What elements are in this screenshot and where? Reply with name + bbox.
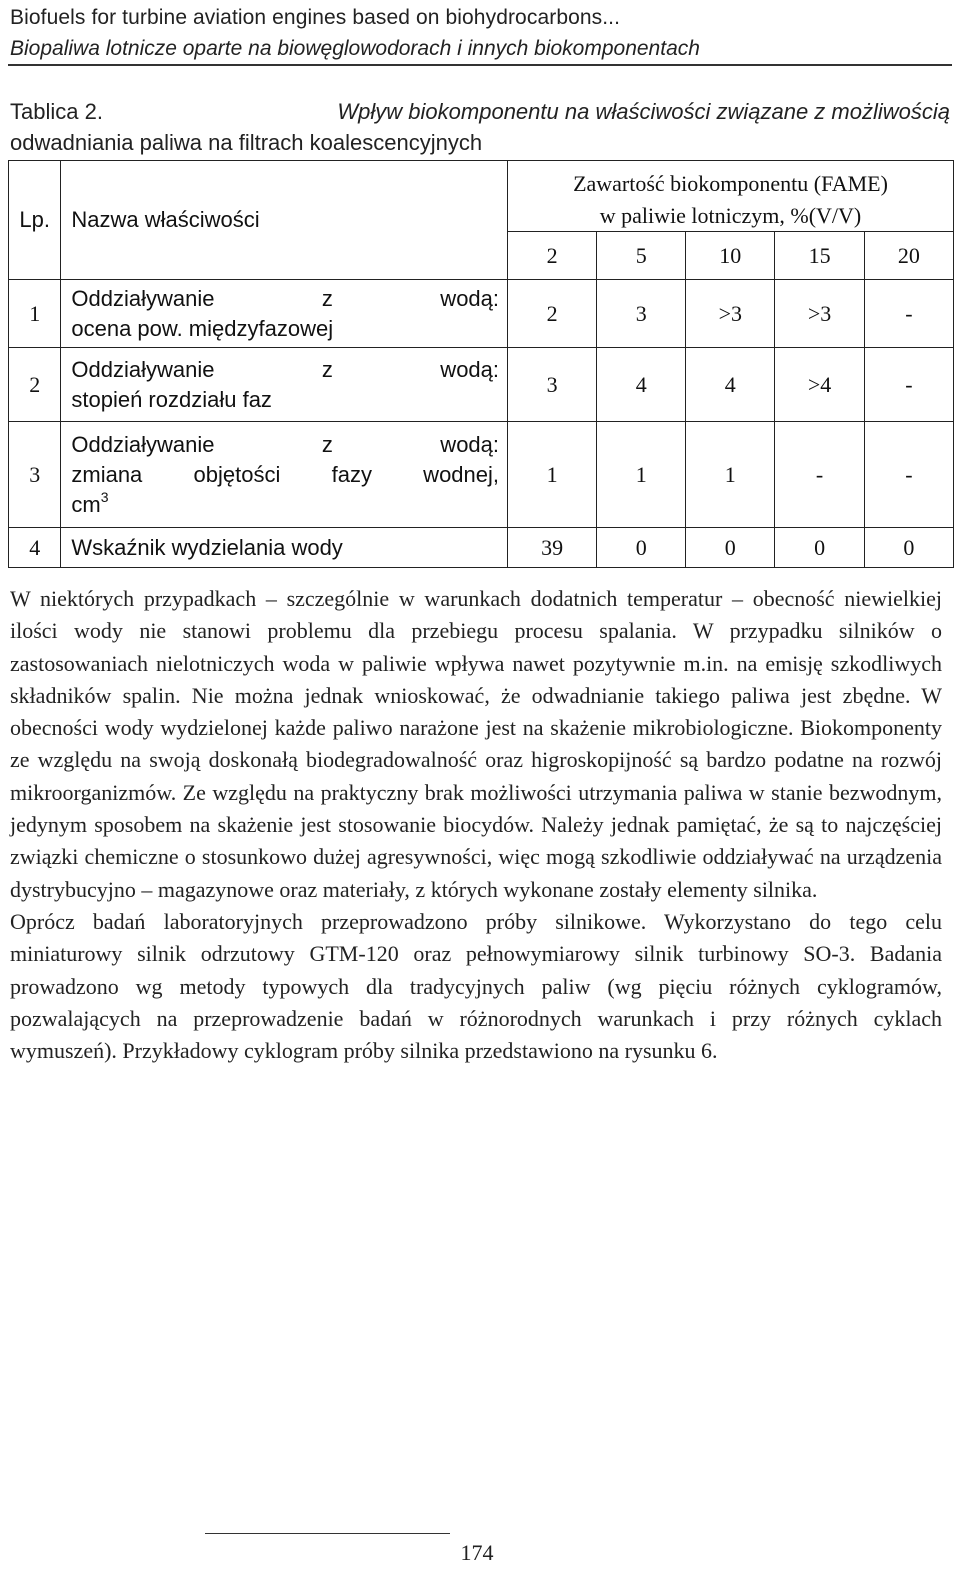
value-cell: 0 bbox=[686, 528, 775, 568]
table-caption bbox=[10, 96, 950, 158]
table-header-row bbox=[9, 161, 954, 202]
properties-table bbox=[8, 160, 954, 568]
value-cell: 3 bbox=[508, 348, 597, 422]
value-cell: 0 bbox=[775, 528, 864, 568]
value-cell: 4 bbox=[597, 348, 686, 422]
page-number: 174 bbox=[460, 1540, 494, 1565]
value-cell: 2 bbox=[508, 280, 597, 348]
unit-superscript: 3 bbox=[100, 488, 109, 505]
row-name-line2: stopień rozdziału faz bbox=[71, 386, 272, 412]
row-name-line3 bbox=[71, 488, 109, 517]
level-cell: 2 bbox=[508, 232, 597, 280]
header-group-line1: Zawartość biokomponentu (FAME) bbox=[508, 161, 954, 202]
caption-label: Tablica 2. bbox=[10, 99, 103, 124]
row-property-name bbox=[61, 280, 508, 348]
row-name-line1: Oddziaływanie z wodą: bbox=[71, 356, 500, 382]
value-cell: 1 bbox=[597, 422, 686, 528]
row-lp: 4 bbox=[9, 528, 61, 568]
row-name-line1: Oddziaływanie z wodą: bbox=[71, 431, 500, 457]
footer-divider bbox=[205, 1533, 450, 1534]
header-group-line2: w paliwie lotniczym, %(V/V) bbox=[508, 202, 954, 232]
value-cell: 3 bbox=[597, 280, 686, 348]
value-cell: >4 bbox=[775, 348, 864, 422]
value-cell: - bbox=[864, 348, 953, 422]
header-lp: Lp. bbox=[9, 161, 61, 280]
header-title-pl: Biopaliwa lotnicze oparte na biowęglowodorach i innych biokomponentach bbox=[10, 37, 700, 60]
table-row bbox=[9, 348, 954, 422]
row-name-line1: Oddziaływanie z wodą: bbox=[71, 285, 500, 311]
table-row bbox=[9, 280, 954, 348]
row-name-line2: zmiana objętości fazy wodnej, bbox=[71, 461, 500, 487]
caption-line-1 bbox=[10, 96, 950, 127]
row-lp: 1 bbox=[9, 280, 61, 348]
row-lp: 3 bbox=[9, 422, 61, 528]
row-name-line2: ocena pow. międzyfazowej bbox=[71, 315, 334, 341]
value-cell: - bbox=[864, 280, 953, 348]
value-cell: 0 bbox=[864, 528, 953, 568]
table-row bbox=[9, 422, 954, 528]
value-cell: 1 bbox=[686, 422, 775, 528]
body-text bbox=[10, 583, 942, 1067]
row-property-name bbox=[61, 348, 508, 422]
level-cell: 10 bbox=[686, 232, 775, 280]
value-cell: - bbox=[864, 422, 953, 528]
level-cell: 20 bbox=[864, 232, 953, 280]
header-divider bbox=[8, 64, 952, 66]
unit-text: cm bbox=[71, 491, 101, 517]
caption-title-part1: Wpływ biokomponentu na właściwości związane z możliwością bbox=[337, 99, 950, 124]
caption-title-part2: odwadniania paliwa na filtrach koalescencyjnych bbox=[10, 130, 483, 155]
value-cell: >3 bbox=[775, 280, 864, 348]
value-cell: 1 bbox=[508, 422, 597, 528]
value-cell: 39 bbox=[508, 528, 597, 568]
value-cell: 4 bbox=[686, 348, 775, 422]
paragraph: W niektórych przypadkach ‒ szczególnie w warunkach dodatnich temperatur ‒ obecność niewielkiej ilości wody nie stanowi problemu dla przebiegu procesu spalania. W przypadku silników o zastosowaniach nielotniczych woda w paliwie wpływa nawet pozytywnie m.in. na emisję szkodliwych składników spalin. Nie można jednak wnioskować, że odwadnianie takiego paliwa jest zbędne. W obecności wody wydzielonej każde paliwo narażone jest na skażenie mikrobiologiczne. Biokomponenty ze względu na swoją doskonałą biodegradowalność oraz higroskopijność są bardzo podatne na rozwój mikroorganizmów. Ze względu na praktyczny brak możliwości utrzymania paliwa w stanie bezwodnym, jedynym sposobem na skażenie jest stosowanie biocydów. Należy jednak pamiętać, że są to najczęściej związki chemiczne o stosunkowo dużej agresywności, więc mogą szkodliwie oddziaływać na urządzenia dystrybucyjno ‒ magazynowe oraz materiały, z których wykonane zostały elementy silnika. bbox=[10, 586, 942, 902]
value-cell: 0 bbox=[597, 528, 686, 568]
value-cell: >3 bbox=[686, 280, 775, 348]
running-header bbox=[10, 2, 950, 64]
row-property-name: Wskaźnik wydzielania wody bbox=[61, 528, 508, 568]
table-row bbox=[9, 528, 954, 568]
value-cell: - bbox=[775, 422, 864, 528]
paragraph: Oprócz badań laboratoryjnych przeprowadzono próby silnikowe. Wykorzystano do tego celu miniaturowy silnik odrzutowy GTM-120 oraz pełnowymiarowy silnik turbinowy SO-3. Badania prowadzono wg metody typowych dla tradycyjnych paliw (wg pięciu różnych cyklogramów, pozwalających na przeprowadzenie badań w różnorodnych warunkach i przy różnych cyklach wymuszeń). Przykładowy cyklogram próby silnika przedstawiono na rysunku 6. bbox=[10, 908, 942, 1064]
level-cell: 15 bbox=[775, 232, 864, 280]
level-cell: 5 bbox=[597, 232, 686, 280]
row-property-name bbox=[61, 422, 508, 528]
header-property-name: Nazwa właściwości bbox=[61, 161, 508, 280]
header-title-en: Biofuels for turbine aviation engines based on biohydrocarbons... bbox=[10, 6, 621, 29]
row-lp: 2 bbox=[9, 348, 61, 422]
